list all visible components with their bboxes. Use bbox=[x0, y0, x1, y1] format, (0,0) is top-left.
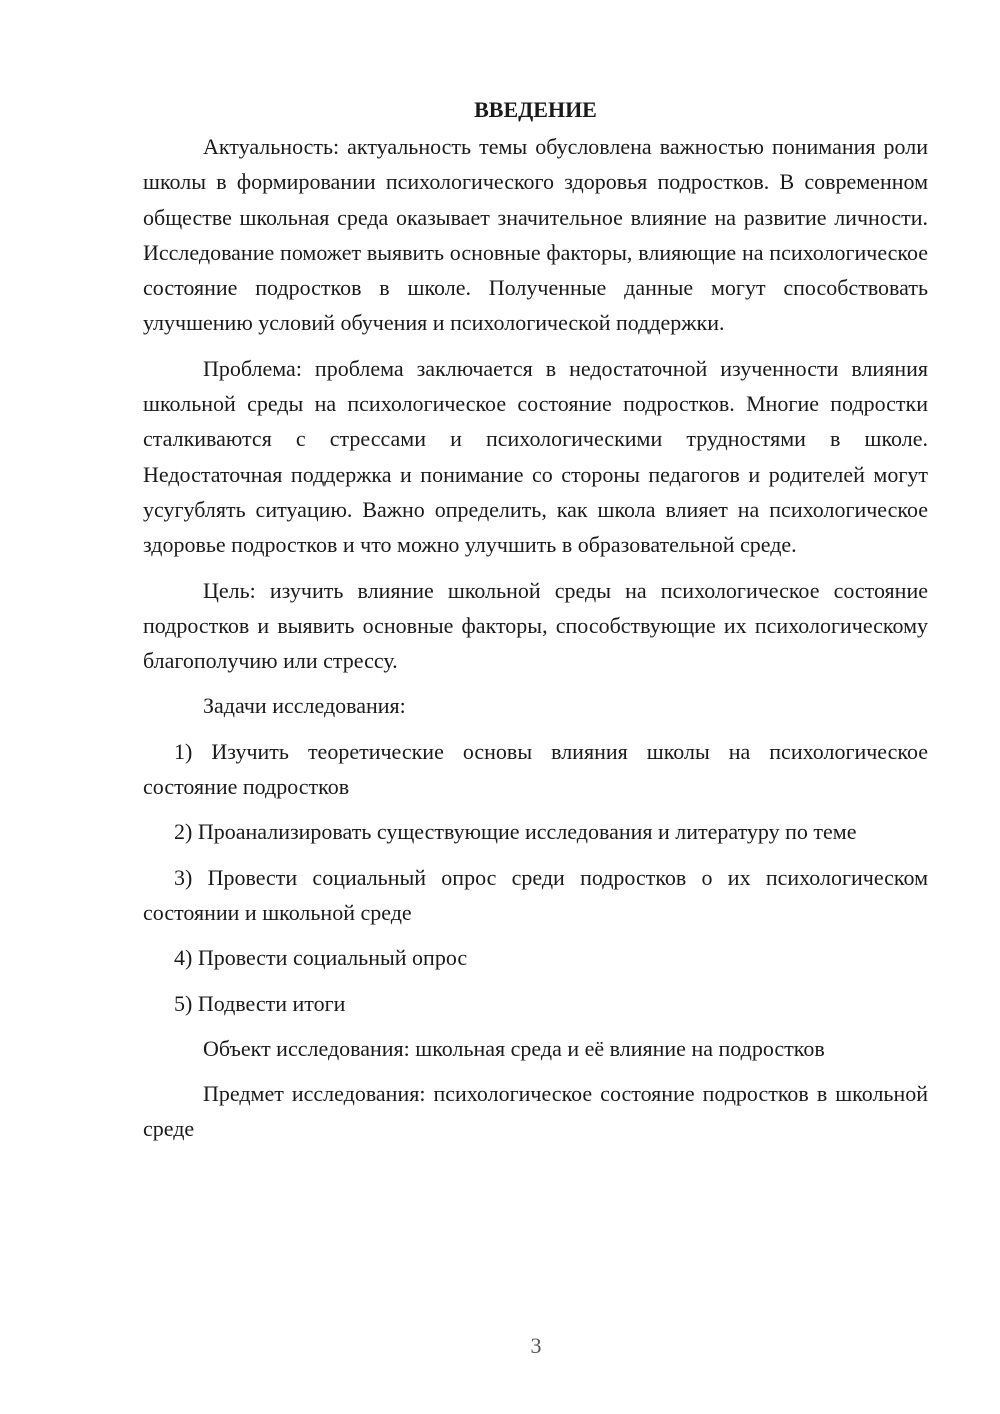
page-number: 3 bbox=[530, 1333, 542, 1358]
page-title: ВВЕДЕНИЕ bbox=[474, 97, 597, 122]
task-item-5: 5) Подвести итоги bbox=[174, 990, 346, 1016]
task-item-4: 4) Провести социальный опрос bbox=[174, 945, 468, 971]
task-item-1: 1) Изучить теоретические основы влияния школы на психологическое состояние подростков bbox=[143, 738, 928, 800]
document-page bbox=[143, 92, 928, 1157]
problem-paragraph: Проблема: проблема заключается в недостаточной изученности влияния школьной среды на психологическое состояние подростков. Многие подростки сталкиваются с стрессами и психологическими трудностями в школе. Недостаточная поддержка и понимание со стороны педагогов и родителей могут усугублять ситуацию. Важно определить, как школа влияет на психологическое здоровье подростков и что можно улучшить в образовательной среде. bbox=[143, 355, 928, 558]
relevance-paragraph: Актуальность: актуальность темы обусловлена важностью понимания роли школы в формировании психологического здоровья подростков. В современном обществе школьная среда оказывает значительное влияние на развитие личности. Исследование поможет выявить основные факторы, влияющие на психологическое состояние подростков в школе. Полученные данные могут способствовать улучшению условий обучения и психологической поддержки. bbox=[143, 134, 928, 336]
goal-paragraph: Цель: изучить влияние школьной среды на психологическое состояние подростков и выявить основные факторы, способствующие их психологическому благополучию или стрессу. bbox=[143, 577, 928, 674]
research-object: Объект исследования: школьная среда и её влияние на подростков bbox=[203, 1035, 825, 1061]
tasks-heading: Задачи исследования: bbox=[203, 693, 406, 719]
research-subject: Предмет исследования: психологическое состояние подростков в школьной среде bbox=[143, 1081, 928, 1142]
task-item-3: 3) Провести социальный опрос среди подростков о их психологическом состоянии и школьной среде bbox=[143, 864, 928, 925]
task-item-2: 2) Проанализировать существующие исследования и литературу по теме bbox=[174, 819, 857, 845]
